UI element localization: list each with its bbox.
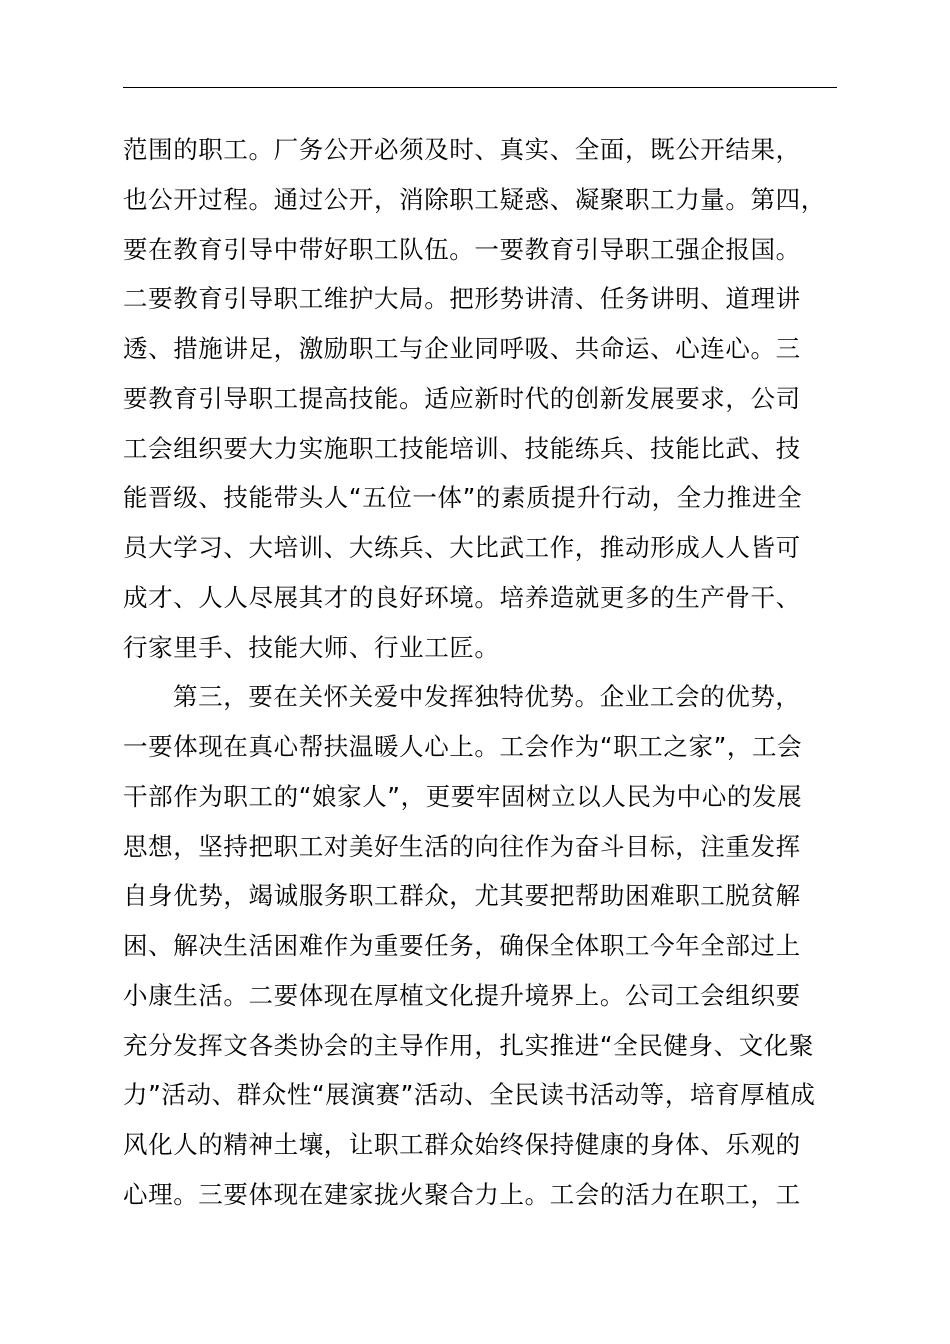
text-line: 要在教育引导中带好职工队伍。一要教育引导职工强企报国。 bbox=[123, 234, 801, 264]
text-line: 思想，坚持把职工对美好生活的向往作为奋斗目标，注重发挥 bbox=[123, 831, 801, 861]
text-line: 干部作为职工的“娘家人”，更要牢固树立以人民为中心的发展 bbox=[123, 781, 803, 811]
text-line: 一要体现在真心帮扶温暖人心上。工会作为“职工之家”，工会 bbox=[123, 732, 803, 761]
text-line: 能晋级、技能带头人“五位一体”的素质提升行动，全力推进全 bbox=[123, 483, 803, 513]
text-line: 员大学习、大培训、大练兵、大比武工作，推动形成人人皆可 bbox=[123, 533, 801, 562]
text-line: 心理。三要体现在建家拢火聚合力上。工会的活力在职工，工 bbox=[123, 1179, 801, 1209]
text-line: 要教育引导职工提高技能。适应新时代的创新发展要求，公司 bbox=[123, 383, 801, 413]
text-line: 范围的职工。厂务公开必须及时、真实、全面，既公开结果， bbox=[123, 135, 801, 164]
header-rule bbox=[123, 87, 837, 88]
text-line: 小康生活。二要体现在厚植文化提升境界上。公司工会组织要 bbox=[123, 980, 801, 1010]
text-line: 工会组织要大力实施职工技能培训、技能练兵、技能比武、技 bbox=[123, 433, 801, 463]
text-line: 成才、人人尽展其才的良好环境。培养造就更多的生产骨干、 bbox=[123, 582, 801, 612]
text-line: 二要教育引导职工维护大局。把形势讲清、任务讲明、道理讲 bbox=[123, 284, 801, 314]
paragraph-start-line: 第三，要在关怀关爱中发挥独特优势。企业工会的优势， bbox=[173, 682, 801, 712]
text-line: 透、措施讲足，激励职工与企业同呼吸、共命运、心连心。三 bbox=[123, 334, 801, 363]
body-text bbox=[123, 125, 843, 1220]
text-line: 自身优势，竭诚服务职工群众，尤其要把帮助困难职工脱贫解 bbox=[123, 881, 801, 911]
text-line: 行家里手、技能大师、行业工匠。 bbox=[123, 632, 500, 662]
text-line: 力”活动、群众性“展演赛”活动、全民读书活动等，培育厚植成 bbox=[123, 1080, 816, 1110]
text-line: 也公开过程。通过公开，消除职工疑惑、凝聚职工力量。第四， bbox=[123, 184, 826, 214]
text-line: 困、解决生活困难作为重要任务，确保全体职工今年全部过上 bbox=[123, 931, 801, 960]
text-line: 风化人的精神土壤，让职工群众始终保持健康的身体、乐观的 bbox=[123, 1130, 801, 1159]
text-line: 充分发挥文各类协会的主导作用，扎实推进“全民健身、文化聚 bbox=[123, 1030, 814, 1060]
